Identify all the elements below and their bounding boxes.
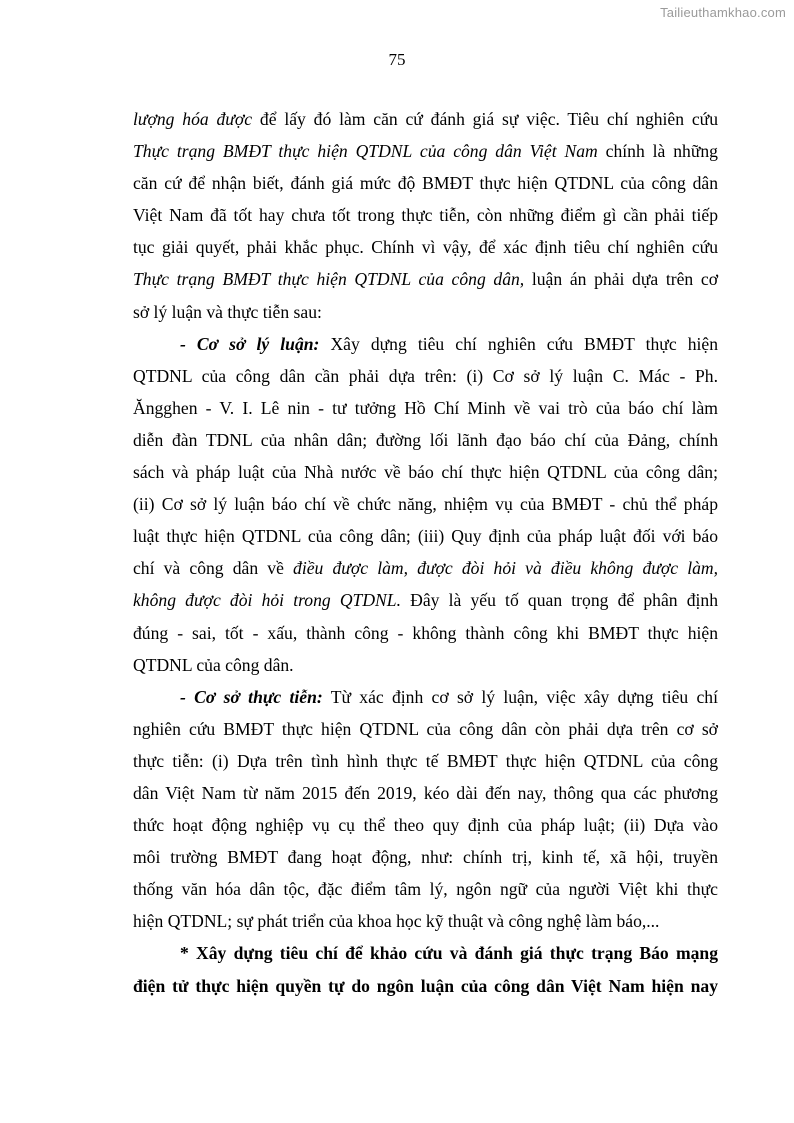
text-line [133, 809, 718, 841]
text-run: QTDNL của công dân cần phải dựa trên: (i) Cơ sở lý luận C. Mác - Ph. [133, 365, 718, 386]
text-run: Từ xác định cơ sở lý luận, việc xây dựng tiêu chí [322, 686, 718, 707]
text-run: Thực trạng BMĐT thực hiện QTDNL của công dân Việt Nam [133, 141, 598, 162]
text-run: (ii) Cơ sở lý luận báo chí về chức năng, nhiệm vụ của BMĐT - chủ thể pháp [133, 494, 718, 515]
text-line [133, 392, 718, 424]
text-line [133, 905, 718, 937]
text-run: điện tử thực hiện quyền tự do ngôn luận của công dân Việt Nam hiện nay [133, 975, 718, 996]
text-run: diễn đàn TDNL của nhân dân; đường lối lãnh đạo báo chí của Đảng, chính [133, 429, 718, 450]
text-line [133, 263, 718, 295]
text-run: hiện QTDNL; sự phát triển của khoa học kỹ thuật và công nghệ làm báo,... [133, 911, 660, 932]
text-line [133, 520, 718, 552]
text-run: căn cứ để nhận biết, đánh giá mức độ BMĐT thực hiện QTDNL của công dân [133, 173, 718, 194]
text-run: sở lý luận và thực tiễn sau: [133, 301, 322, 322]
text-run: * Xây dựng tiêu chí để khảo cứu và đánh giá thực trạng Báo mạng [180, 943, 718, 964]
text-run: nghiên cứu BMĐT thực hiện QTDNL của công dân còn phải dựa trên cơ sở [133, 718, 718, 739]
document-body [133, 103, 718, 1002]
text-run: thực tiễn: (i) Dựa trên tình hình thực tế BMĐT thực hiện QTDNL của công [133, 750, 718, 771]
text-run: thức hoạt động nghiệp vụ cụ thể theo quy định của pháp luật; (ii) Dựa vào [133, 815, 718, 836]
text-run: điều được làm, được đòi hỏi và điều không được làm, [293, 558, 718, 579]
text-line [133, 456, 718, 488]
text-run: Việt Nam đã tốt hay chưa tốt trong thực tiễn, còn những điểm gì cần phải tiếp [133, 205, 718, 226]
text-line [133, 360, 718, 392]
text-line [133, 745, 718, 777]
text-run: dân Việt Nam từ năm 2015 đến 2019, kéo dài đến nay, thông qua các phương [133, 782, 718, 803]
watermark: Tailieuthamkhao.com [660, 5, 786, 20]
text-run: Thực trạng BMĐT thực hiện QTDNL của công dân, [133, 269, 525, 290]
section-heading-line [133, 970, 718, 1002]
text-line [133, 231, 718, 263]
text-run: - Cơ sở lý luận: [180, 333, 320, 354]
text-line [133, 649, 718, 681]
text-line [133, 424, 718, 456]
text-line [133, 328, 718, 360]
text-run: đúng - sai, tốt - xấu, thành công - không thành công khi BMĐT thực hiện [133, 622, 718, 643]
text-line [133, 103, 718, 135]
text-run: - Cơ sở thực tiễn: [180, 686, 323, 707]
text-line [133, 167, 718, 199]
text-line [133, 841, 718, 873]
text-line [133, 584, 718, 616]
text-line [133, 488, 718, 520]
text-line [133, 873, 718, 905]
text-run: Ăngghen - V. I. Lê nin - tư tưởng Hồ Chí Minh về vai trò của báo chí làm [133, 397, 718, 418]
text-line [133, 777, 718, 809]
text-run: không được đòi hỏi trong QTDNL. [133, 590, 401, 611]
text-run: tục giải quyết, phải khắc phục. Chính vì vậy, để xác định tiêu chí nghiên cứu [133, 237, 718, 258]
text-run: chí và công dân về [133, 558, 294, 579]
text-run: môi trường BMĐT đang hoạt động, như: chính trị, kinh tế, xã hội, truyền [133, 847, 718, 868]
text-line [133, 296, 718, 328]
text-line [133, 135, 718, 167]
text-run: luật thực hiện QTDNL của công dân; (iii) Quy định của pháp luật đối với báo [133, 526, 718, 547]
text-run: sách và pháp luật của Nhà nước về báo chí thực hiện QTDNL của công dân; [133, 462, 718, 483]
page-number: 75 [388, 50, 406, 69]
text-run: thống văn hóa dân tộc, đặc điểm tâm lý, ngôn ngữ của người Việt khi thực [133, 879, 718, 900]
text-run: lượng hóa được [133, 109, 253, 129]
text-run: để lấy đó làm căn cứ đánh giá sự việc. Tiêu chí nghiên cứu [252, 109, 719, 129]
text-line [133, 552, 718, 584]
text-line [133, 199, 718, 231]
section-heading-line [133, 937, 718, 969]
text-run: Xây dựng tiêu chí nghiên cứu BMĐT thực hiện [319, 333, 718, 354]
text-line [133, 681, 718, 713]
text-run: luận án phải dựa trên cơ [524, 269, 719, 290]
text-line [133, 713, 718, 745]
text-run: chính là những [597, 141, 718, 162]
text-line [133, 617, 718, 649]
text-run: Đây là yếu tố quan trọng để phân định [400, 590, 718, 611]
text-run: QTDNL của công dân. [133, 654, 294, 675]
